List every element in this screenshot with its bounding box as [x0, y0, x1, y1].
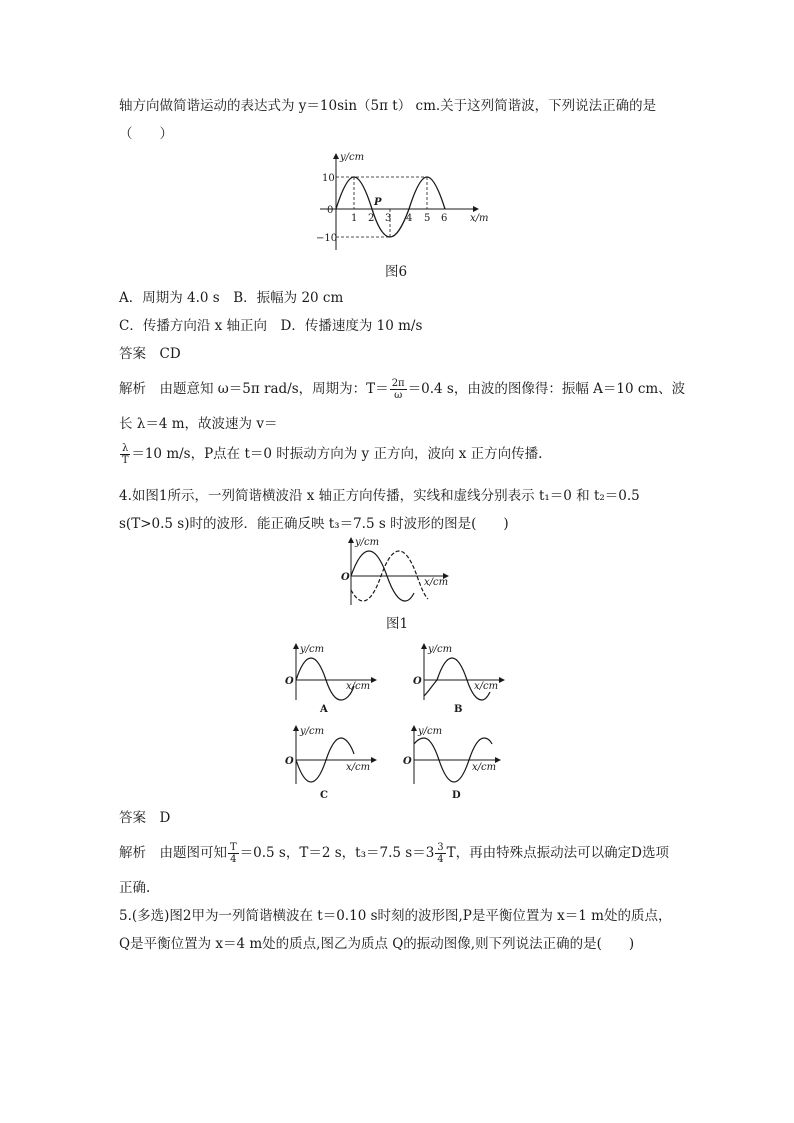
origin-label: O: [285, 676, 294, 687]
origin-label: O: [285, 756, 294, 767]
x-axis-label: x/cm: [346, 681, 371, 692]
y-axis-label: y/cm: [340, 152, 365, 163]
q3-stem-line1: 轴方向做简谐运动的表达式为 y＝10sin（5π t） cm.关于这列简谐波，下列说法正确的是: [119, 98, 657, 114]
x-tick-4: 4: [406, 213, 413, 224]
q4-stem-line2: s(T>0.5 s)时的波形．能正确反映 t₃＝7.5 s 时波形的图是( ): [119, 516, 509, 532]
q3-frac2-denominator: T: [121, 455, 129, 466]
y-tick-10: 10: [322, 173, 335, 184]
origin-label: O: [413, 676, 422, 687]
q4-analysis-text-c: T，再由特殊点振动法可以确定D选项: [446, 845, 669, 861]
x-tick-5: 5: [424, 213, 431, 224]
q4-fraction-three-quarters: [435, 842, 445, 865]
q3-frac1-numerator: 2π: [391, 378, 405, 389]
q3-analysis-line2: 长 λ＝4 m，故波速为 v＝: [119, 416, 278, 432]
q3-analysis-text-b: ＝0.4 s，由波的图像得：振幅 A＝10 cm、波: [407, 381, 686, 397]
q3-option-b: B．振幅为 20 cm: [233, 290, 344, 306]
origin-label: O: [403, 756, 412, 767]
option-letter: A: [320, 704, 328, 715]
q3-analysis-label: 解析: [119, 381, 146, 397]
q3-options-row1: [119, 288, 343, 308]
y-axis-label: y/cm: [300, 726, 325, 737]
q3-options-row2: [119, 316, 422, 336]
figure-1-wave-graph: [336, 535, 456, 610]
x-tick-1: 1: [351, 213, 358, 224]
q4-analysis-text-b: ＝0.5 s，T＝2 s，t₃＝7.5 s＝3: [239, 845, 435, 861]
y-axis-label: y/cm: [418, 726, 443, 737]
y-axis-label: y/cm: [300, 644, 325, 655]
x-tick-6: 6: [441, 213, 448, 224]
q3-option-d: D．传播速度为 10 m/s: [280, 318, 423, 334]
option-a-graph: [282, 640, 382, 716]
point-p-label: P: [374, 197, 382, 208]
q3-option-c: C．传播方向沿 x 轴正向: [119, 318, 268, 334]
figure-6-wave-graph: [300, 148, 500, 276]
q3-answer-label: 答案: [119, 346, 146, 362]
q4-answer: [119, 808, 170, 828]
q4-analysis-line1: [119, 842, 669, 865]
wave-curve: [336, 177, 448, 237]
option-letter: C: [320, 790, 328, 801]
x-axis-label: x/cm: [424, 577, 449, 588]
q3-option-a: A．周期为 4.0 s: [119, 290, 220, 306]
x-axis-label: x/m: [470, 213, 489, 224]
y-axis-label: y/cm: [355, 537, 380, 548]
x-axis-label: x/cm: [472, 762, 497, 773]
q3-answer: [119, 344, 181, 364]
q3-stem-bracket: （ ）: [119, 126, 173, 142]
option-letter: D: [452, 790, 461, 801]
x-tick-3: 3: [385, 213, 392, 224]
q4-analysis-label: 解析: [119, 845, 146, 861]
q4-stem-line1: 4.如图1所示，一列简谐横波沿 x 轴正方向传播，实线和虚线分别表示 t₁＝0 和 t₂＝0.5: [119, 488, 640, 504]
origin-label: O: [341, 572, 350, 583]
q3-frac2-numerator: λ: [122, 443, 129, 454]
q4-answer-label: 答案: [119, 810, 146, 826]
origin-label: 0: [327, 205, 334, 216]
y-tick-minus10: −10: [316, 233, 338, 244]
x-axis-label: x/cm: [474, 681, 499, 692]
q4-frac2-denominator: 4: [437, 854, 444, 865]
q3-fraction-speed: [120, 443, 130, 466]
q4-frac-denominator: 4: [230, 854, 237, 865]
figure-1-caption: 图1: [386, 616, 409, 632]
q5-stem-line1: 5.(多选)图2甲为一列简谐横波在 t＝0.10 s时刻的波形图,P是平衡位置为 x＝1 m处的质点，: [119, 908, 672, 924]
x-axis-label: x/cm: [346, 762, 371, 773]
q4-frac-numerator: T: [230, 842, 237, 853]
q3-analysis-line1: [119, 378, 685, 401]
q3-analysis-text-a: 由题意知 ω＝5π rad/s，周期为：T＝: [159, 381, 389, 397]
q4-answer-value: D: [159, 810, 171, 826]
y-axis-label: y/cm: [428, 644, 453, 655]
option-d-graph: [400, 722, 510, 802]
q4-frac2-numerator: 3: [437, 842, 444, 853]
wave-curve: [424, 658, 490, 700]
option-letter: B: [454, 704, 463, 715]
wave-curve: [296, 658, 354, 700]
q3-frac1-denominator: ω: [394, 390, 403, 401]
q3-analysis-line3: [119, 443, 542, 466]
q4-analysis-text-a: 由题图可知: [159, 845, 227, 861]
option-b-graph: [410, 640, 510, 716]
q4-fraction-quarter-period: [228, 842, 239, 865]
q5-stem-line2: Q是平衡位置为 x＝4 m处的质点,图乙为质点 Q的振动图像,则下列说法正确的是( ): [119, 936, 635, 952]
x-tick-2: 2: [368, 213, 375, 224]
q3-analysis-text-c: ＝10 m/s，P点在 t＝0 时振动方向为 y 正方向，波向 x 正方向传播.: [131, 446, 543, 462]
q3-answer-value: CD: [159, 346, 181, 362]
figure-6-caption: 图6: [385, 264, 408, 280]
q3-fraction-period: [390, 378, 407, 401]
q4-analysis-line2: 正确.: [119, 880, 151, 896]
option-c-graph: [282, 722, 382, 802]
